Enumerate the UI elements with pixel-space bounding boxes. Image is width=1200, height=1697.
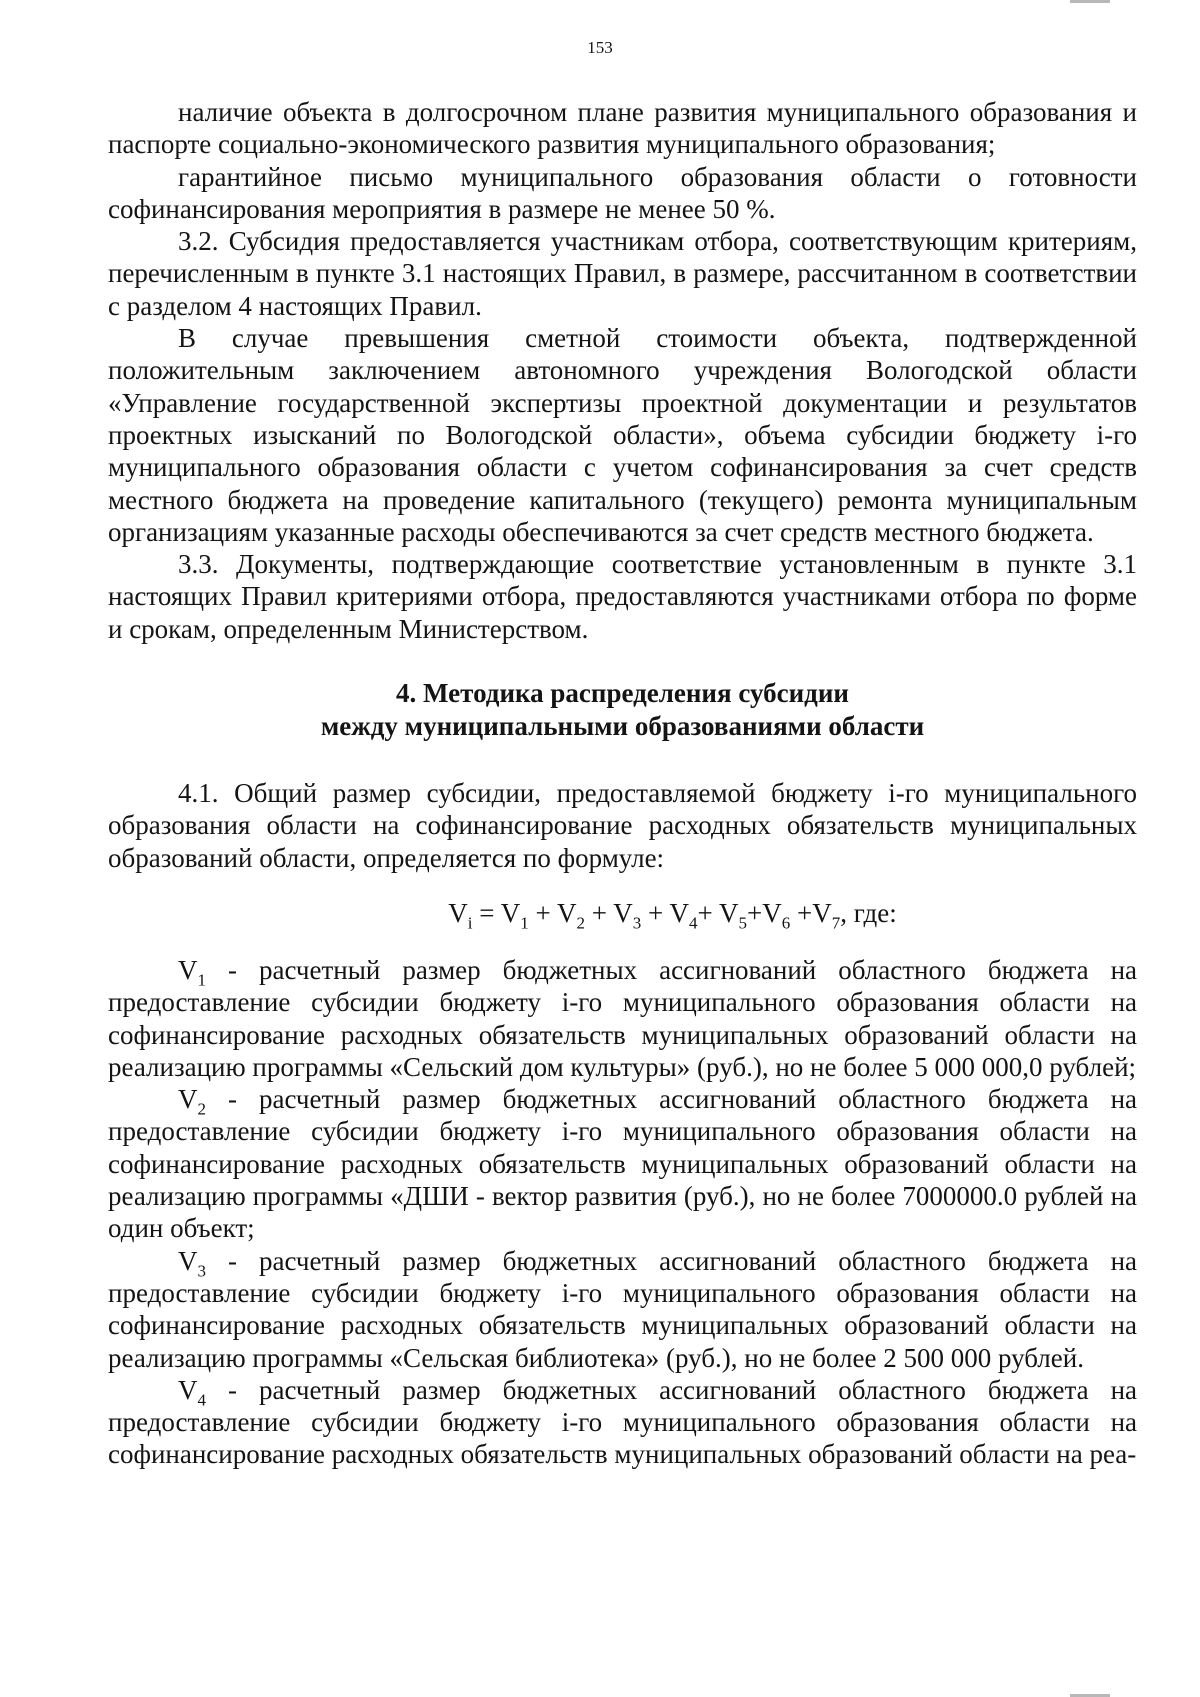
paragraph: наличие объекта в долгосрочном плане развития муниципального образования и паспорте социально-экономического развития муниципального образования;	[108, 97, 1137, 160]
page-number: 153	[587, 38, 613, 57]
paragraph: 3.3. Документы, подтверждающие соответствие установленным в пункте 3.1 настоящих Правил критериями отбора, предоставляются участниками отбора по форме и срокам, определенным Министерством.	[108, 549, 1137, 644]
paragraph: В случае превышения сметной стоимости объекта, подтвержденной положительным заключением автономного учреждения Вологодской области «Управление государственной экспертизы проектной документации и результатов проектных изысканий по Вологодской области», объема субсидии бюджету i-го муниципального образования области с учетом софинансирования за счет средств местного бюджета на проведение капитального (текущего) ремонта муниципальным организациям указанные расходы обеспечиваются за счет средств местного бюджета.	[108, 323, 1137, 547]
section-heading-line1: 4. Методика распределения субсидии	[396, 678, 849, 709]
scan-artifact-top	[1070, 0, 1110, 3]
variable-definition: $V_1$ - расчетный размер бюджетных ассигнований областного бюджета на предоставление субсидии бюджету i-го муниципального образования области на софинансирование расходных обязательств муниципальных образований области на реализацию программы «Сельский дом культуры» (руб.), но не более 5 000 000,0 рублей;	[108, 954, 1137, 1082]
paragraph: 4.1. Общий размер субсидии, предоставляемой бюджету i-го муниципального образования области на софинансирование расходных обязательств муниципальных образований области, определяется по формуле:	[108, 778, 1137, 873]
variable-definition: $V_3$ - расчетный размер бюджетных ассигнований областного бюджета на предоставление субсидии бюджету i-го муниципального образования области на софинансирование расходных обязательств муниципальных образований области на реализацию программы «Сельская библиотека» (руб.), но не более 2 500 000 рублей.	[108, 1245, 1137, 1373]
paragraph: 3.2. Субсидия предоставляется участникам отбора, соответствующим критериям, перечисленным в пункте 3.1 настоящих Правил, в размере, рассчитанном в соответствии с разделом 4 настоящих Правил.	[108, 226, 1137, 321]
document-body	[108, 96, 1137, 1471]
variable-definition: $V_4$ - расчетный размер бюджетных ассигнований областного бюджета на предоставление субсидии бюджету i-го муниципального образования области на софинансирование расходных обязательств муниципальных образований области на реа-	[108, 1374, 1137, 1470]
section-heading-line2: между муниципальными образованиями области	[320, 711, 925, 742]
formula: $V_i = V_1 + V_2 + V_3 + V_4+ V_5+V_6 +V_7$, где:	[448, 897, 897, 933]
variable-definition: $V_2$ - расчетный размер бюджетных ассигнований областного бюджета на предоставление субсидии бюджету i-го муниципального образования области на софинансирование расходных обязательств муниципальных образований области на реализацию программы «ДШИ - вектор развития (руб.), но не более 7000000.0 рублей на один объект;	[108, 1084, 1137, 1244]
section-heading	[108, 677, 1137, 743]
paragraph: гарантийное письмо муниципального образования области о готовности софинансирования мероприятия в размере не менее 50 %.	[108, 161, 1137, 224]
